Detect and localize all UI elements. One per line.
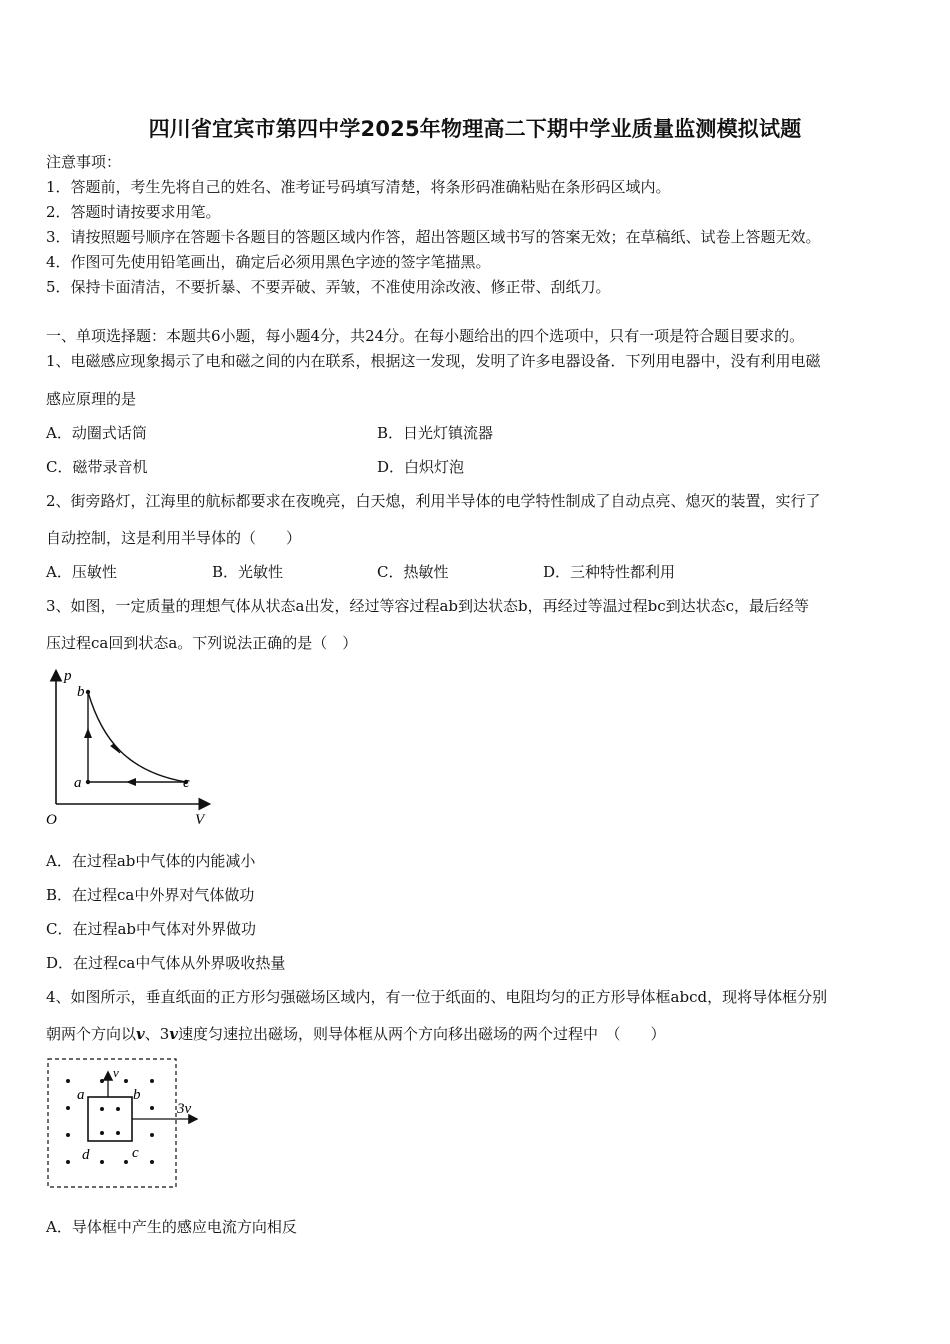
q3-option-c: C．在过程ab中气体对外界做功 xyxy=(46,920,257,938)
notice-item-2: 2．答题时请按要求用笔。 xyxy=(46,203,221,221)
q1-option-a: A．动圈式话筒 xyxy=(46,424,147,442)
arrow-ab xyxy=(84,728,92,738)
label-3v: 3v xyxy=(177,1101,192,1117)
q1-option-d: D．白炽灯泡 xyxy=(377,458,465,476)
label-b: b xyxy=(77,684,85,700)
q3-option-b: B．在过程ca中外界对气体做功 xyxy=(46,886,255,904)
q4-velocity-v: v xyxy=(136,1025,145,1043)
q4-stem-line1: 4、如图所示，垂直纸面的正方形匀强磁场区域内，有一位于纸面的、电阻均匀的正方形导体框abcd，现将导体框分别 xyxy=(46,988,828,1006)
section-heading: 一、单项选择题：本题共6小题，每小题4分，共24分。在每小题给出的四个选项中，只有一项是符合题目要求的。 xyxy=(46,327,805,345)
q3-option-a: A．在过程ab中气体的内能减小 xyxy=(46,852,256,870)
q4-velocity-3v: v xyxy=(169,1025,178,1043)
q1-option-b: B．日光灯镇流器 xyxy=(377,424,494,442)
q2-option-b: B．光敏性 xyxy=(212,563,284,581)
q1-stem-line1: 1、电磁感应现象揭示了电和磁之间的内在联系，根据这一发现，发明了许多电器设备．下列用电器中，没有利用电磁 xyxy=(46,352,821,370)
q3-stem-line2: 压过程ca回到状态a。下列说法正确的是（ ） xyxy=(46,634,358,652)
q1-option-c: C．磁带录音机 xyxy=(46,458,148,476)
corner-c: c xyxy=(132,1145,139,1161)
q4-option-a: A．导体框中产生的感应电流方向相反 xyxy=(46,1218,297,1236)
label-c: c xyxy=(183,775,190,791)
notice-item-1: 1．答题前，考生先将自己的姓名、准考证号码填写清楚，将条形码准确粘贴在条形码区域内。 xyxy=(46,178,671,196)
label-a: a xyxy=(74,775,82,791)
q1-stem-line2: 感应原理的是 xyxy=(46,390,137,408)
q2-stem-line2: 自动控制，这是利用半导体的（ ） xyxy=(46,529,302,547)
q2-option-a: A．压敏性 xyxy=(46,563,117,581)
magnetic-field-diagram xyxy=(44,1055,214,1195)
corner-b: b xyxy=(133,1087,141,1103)
pv-diagram xyxy=(40,660,220,830)
field-region xyxy=(48,1059,176,1187)
conductor-frame xyxy=(88,1097,132,1141)
q2-option-d: D．三种特性都利用 xyxy=(543,563,676,581)
corner-a: a xyxy=(77,1087,85,1103)
q4-text-pre: 朝两个方向以 xyxy=(46,1025,137,1043)
q4-text-post: 速度匀速拉出磁场，则导体框从两个方向移出磁场的两个过程中 （ ） xyxy=(178,1025,666,1043)
q3-option-d: D．在过程ca中气体从外界吸收热量 xyxy=(46,954,286,972)
q4-stem-line2 xyxy=(46,1024,666,1044)
v-axis-label: V xyxy=(195,812,205,828)
notice-heading: 注意事项： xyxy=(46,153,122,171)
notice-item-5: 5．保持卡面清洁，不要折暴、不要弄破、弄皱，不准使用涂改液、修正带、刮纸刀。 xyxy=(46,278,611,296)
origin-label: O xyxy=(46,812,57,828)
corner-d: d xyxy=(82,1147,90,1163)
point-a xyxy=(86,780,90,784)
q2-option-c: C．热敏性 xyxy=(377,563,449,581)
p-axis-label: p xyxy=(64,668,72,684)
process-bc xyxy=(88,692,186,782)
q2-stem-line1: 2、街旁路灯，江海里的航标都要求在夜晚亮，白天熄，利用半导体的电学特性制成了自动点亮、熄灭的装置，实行了 xyxy=(46,492,821,510)
label-v: v xyxy=(113,1065,119,1080)
notice-item-4: 4．作图可先使用铅笔画出，确定后必须用黑色字迹的签字笔描黑。 xyxy=(46,253,491,271)
q4-text-sep: 、3 xyxy=(144,1025,170,1043)
page-title: 四川省宜宾市第四中学2025年物理高二下期中学业质量监测模拟试题 xyxy=(148,117,802,141)
point-b xyxy=(86,690,90,694)
q3-stem-line1: 3、如图，一定质量的理想气体从状态a出发，经过等容过程ab到达状态b，再经过等温过程bc到达状态c，最后经等 xyxy=(46,597,810,615)
notice-item-3: 3．请按照题号顺序在答题卡各题目的答题区域内作答，超出答题区域书写的答案无效；在草稿纸、试卷上答题无效。 xyxy=(46,228,821,246)
arrow-ca xyxy=(126,778,136,786)
